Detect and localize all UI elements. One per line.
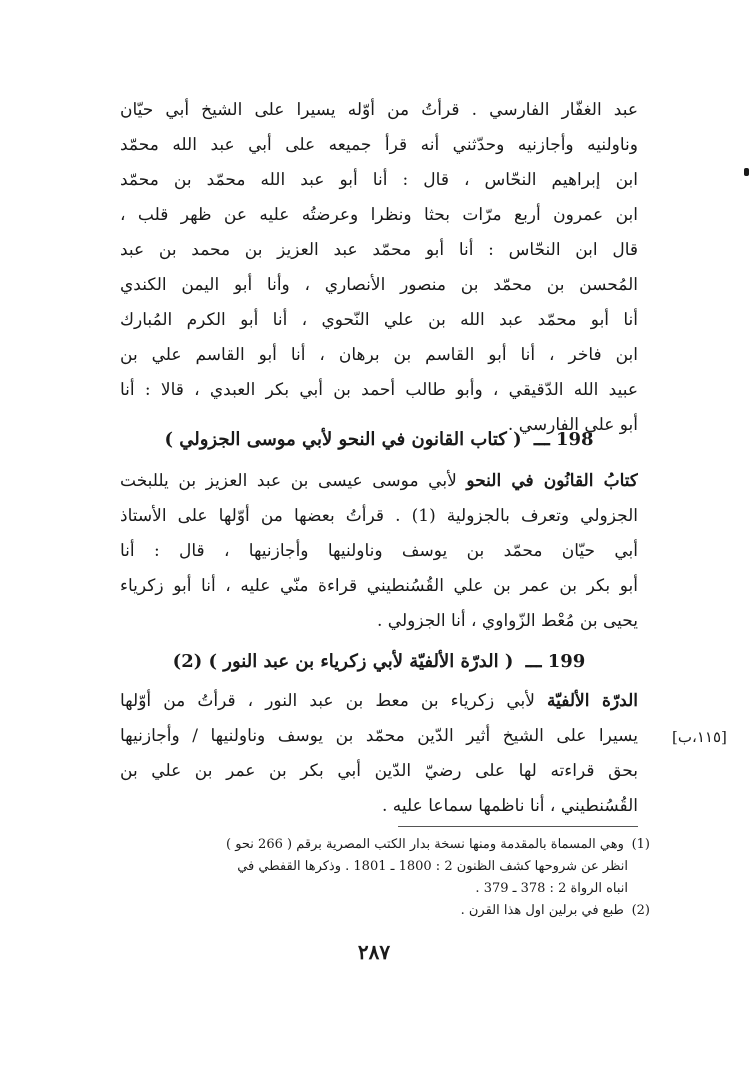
section-199-heading: [120, 645, 638, 679]
section-198-heading: [120, 423, 638, 457]
text-line: الجزولي وتعرف بالجزولية (1) . قرأتُ بعضها من أوّلها على الأستاذ: [120, 506, 638, 526]
footnote-line: [130, 834, 650, 856]
footnote-text: وهي المسماة بالمقدمة ومنها نسخة بدار الكتب المصرية برقم ( 266 نحو ): [225, 837, 624, 852]
text-line: بحق قراءته لها على رضيّ الدّين أبي بكر بن عمر بن علي بن: [120, 761, 638, 781]
opening-paragraph: [120, 93, 638, 443]
text-line: أبي حيّان محمّد بن يوسف وناولنيها وأجازنيها ، قال : أنا: [120, 541, 638, 561]
text-line: أنا أبو محمّد عبد الله بن علي النّحوي ، أنا أبو الكرم المُبارك: [120, 310, 638, 330]
section-title: ( الدرّة الألفيّة لأبي زكرياء بن عبد النور ) (2): [172, 651, 514, 672]
book-title-lead: كتابُ القانُون في النحو: [466, 471, 638, 491]
footnote-divider: [398, 826, 638, 827]
section-title: ( كتاب القانون في النحو لأبي موسى الجزولي ): [164, 429, 522, 450]
scan-edge-mark: [744, 168, 749, 176]
footnote-label: (1): [631, 837, 650, 852]
text-run: لأبي موسى عيسى بن عبد العزيز بن يللبخت: [120, 471, 457, 491]
text-line: وناولنيه وأجازنيه وحدّثني أنه قرأ جميعه على أبي عبد الله محمّد: [120, 135, 638, 155]
section-199-paragraph: [120, 684, 638, 824]
footnote-label: (2): [631, 903, 650, 918]
page-number: ٢٨٧: [357, 940, 391, 964]
text-line: يحيى بن مُعْط الزّواوي ، أنا الجزولي .: [376, 611, 638, 631]
section-number: 199 ـــ: [525, 651, 586, 672]
text-line: ابن فاخر ، أنا أبو القاسم بن برهان ، أنا أبو القاسم علي بن: [120, 345, 638, 365]
text-line: أبو بكر بن عمر بن علي القُسُنطيني قراءة منّي عليه ، أنا أبو زكرياء: [120, 576, 638, 596]
text-line: [120, 684, 638, 719]
footnote-line: انظر عن شروحها كشف الظنون 2 : 1800 ـ 1801 . وذكرها القفطي في: [237, 859, 628, 874]
text-line: يسيرا على الشيخ أثير الدّين محمّد بن يوسف وناولنيها / وأجازنيها: [120, 726, 638, 746]
text-line: قال ابن النحّاس : أنا أبو محمّد عبد العزيز بن محمد بن عبد: [120, 240, 638, 260]
text-line: أبو علي الفارسي .: [507, 415, 638, 435]
book-title-lead: الدرّة الألفيّة: [547, 691, 638, 711]
folio-margin-note: [١١٥،ب]: [672, 728, 727, 746]
text-run: لأبي زكرياء بن معط بن عبد النور ، قرأتُ من أوّلها: [120, 691, 535, 711]
text-line: القُسُنطيني ، أنا ناظمها سماعا عليه .: [382, 796, 638, 816]
text-line: عبد الغفّار الفارسي . قرأتُ من أوّله يسيرا على الشيخ أبي حيّان: [120, 100, 638, 120]
footnote-line: [130, 900, 650, 922]
section-number: 198 ـــ: [533, 429, 594, 450]
text-line: عبيد الله الدّقيقي ، وأبو طالب أحمد بن أبي بكر العبدي ، قالا : أنا: [120, 380, 638, 400]
footnote-line: انباه الرواة 2 : 378 ـ 379 .: [475, 881, 628, 896]
section-198-paragraph: [120, 464, 638, 639]
text-line: ابن عمرون أربع مرّات بحثا ونظرا وعرضتُه عليه عن ظهر قلب ،: [120, 205, 638, 225]
text-line: المُحسن بن محمّد بن منصور الأنصاري ، وأنا أبو اليمن الكندي: [120, 275, 638, 295]
footnote-text: طبع في برلين اول هذا القرن .: [460, 903, 624, 918]
footnotes: [130, 834, 650, 922]
text-line: [120, 464, 638, 499]
text-line: ابن إبراهيم النحّاس ، قال : أنا أبو عبد الله محمّد بن محمّد: [120, 170, 638, 190]
